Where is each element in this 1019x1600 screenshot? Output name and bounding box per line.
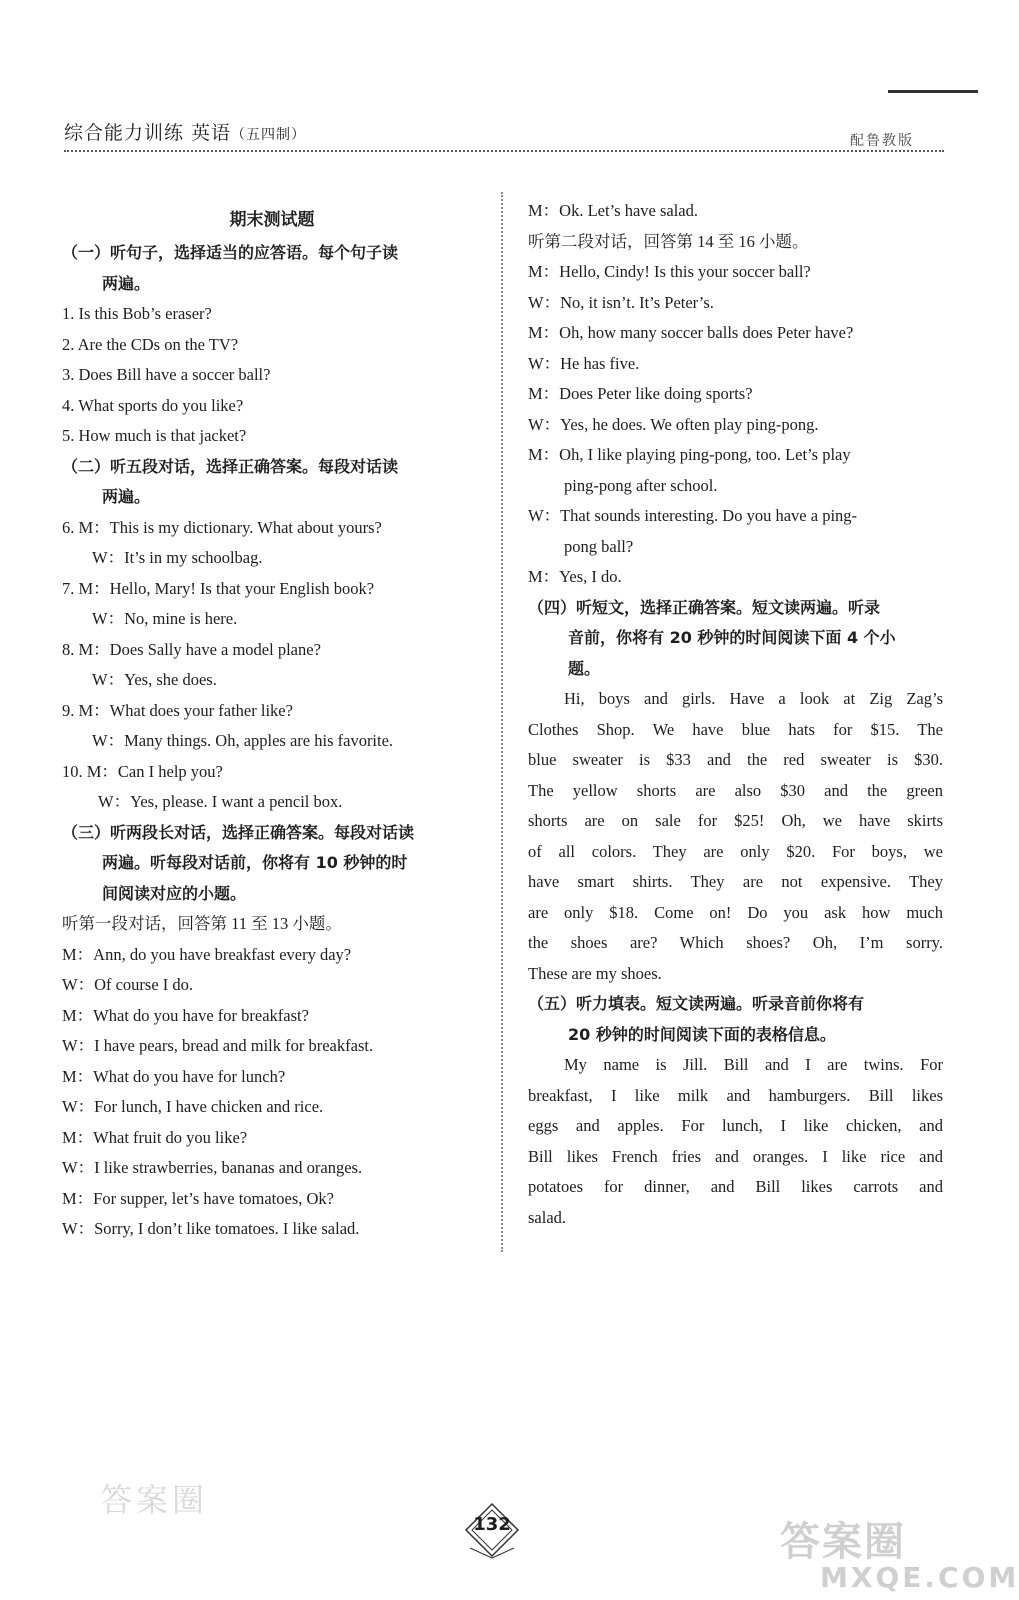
list-item: 3. Does Bill have a soccer ball? xyxy=(62,365,271,384)
page-title: 期末测试题 xyxy=(229,210,315,230)
right-column xyxy=(528,196,943,1233)
dialogue-line: W：No, mine is here. xyxy=(92,609,238,628)
dialogue-line: W：I like strawberries, bananas and oranges. xyxy=(62,1158,363,1177)
section3-heading-cont: 间阅读对应的小题。 xyxy=(102,883,247,903)
passage-line: of all colors. They are only $20. For boys, we xyxy=(528,841,943,861)
dialogue-line: pong ball? xyxy=(564,536,634,556)
dialogue-line: M：Does Peter like doing sports? xyxy=(528,384,753,403)
dialogue-line: M：Hello, Cindy! Is this your soccer ball? xyxy=(528,262,811,281)
dialogue-line: W：Yes, please. I want a pencil box. xyxy=(98,792,343,811)
dialogue-line: M：What fruit do you like? xyxy=(62,1127,248,1147)
edition-badge: 配鲁教版 xyxy=(850,133,914,149)
dialogue-line: W：For lunch, I have chicken and rice. xyxy=(62,1097,324,1116)
section5-heading-cont: 20 秒钟的时间阅读下面的表格信息。 xyxy=(568,1024,836,1044)
dialogue-line: 9. M：What does your father like? xyxy=(62,700,293,720)
section3-heading-cont: 两遍。听每段对话前，你将有 10 秒钟的时 xyxy=(102,853,408,872)
dialogue-intro: 听第二段对话，回答第 14 至 16 小题。 xyxy=(528,231,809,251)
passage-line: breakfast, I like milk and hamburgers. Bill likes xyxy=(528,1085,943,1105)
dialogue-line: 6. M：This is my dictionary. What about yours? xyxy=(62,517,382,537)
dialogue-line: M：Ann, do you have breakfast every day? xyxy=(62,944,352,964)
section2-heading: （二）听五段对话，选择正确答案。每段对话读 xyxy=(62,456,399,476)
page-number-badge xyxy=(462,1500,522,1560)
passage-line: salad. xyxy=(528,1207,567,1227)
passage-line: Bill likes French fries and oranges. I like rice and xyxy=(528,1146,943,1166)
dialogue-line: W：Yes, she does. xyxy=(92,670,217,689)
dialogue-line: ping-pong after school. xyxy=(564,475,718,495)
passage-line: potatoes for dinner, and Bill likes carrots and xyxy=(528,1177,943,1196)
dialogue-line: M：Oh, I like playing ping-pong, too. Let’s play xyxy=(528,445,851,464)
passage-line: Hi, boys and girls. Have a look at Zig Zag’s xyxy=(564,689,943,708)
dialogue-line: M：Oh, how many soccer balls does Peter have? xyxy=(528,323,854,342)
dialogue-line: 7. M：Hello, Mary! Is that your English book? xyxy=(62,578,375,598)
dialogue-line: 10. M：Can I help you? xyxy=(62,761,223,781)
list-item: 5. How much is that jacket? xyxy=(62,426,247,445)
dialogue-line: W：Yes, he does. We often play ping-pong. xyxy=(528,414,819,434)
passage-line: These are my shoes. xyxy=(528,963,662,983)
passage-line: are only $18. Come on! Do you ask how much xyxy=(528,902,943,922)
dialogue-line: W：I have pears, bread and milk for breakfast. xyxy=(62,1036,374,1055)
section2-heading-cont: 两遍。 xyxy=(102,487,151,506)
dialogue-line: W：Many things. Oh, apples are his favorite. xyxy=(92,731,394,750)
passage-line: My name is Jill. Bill and I are twins. For xyxy=(564,1055,943,1074)
logo-text: 答案圈 xyxy=(780,1519,906,1565)
list-item: 4. What sports do you like? xyxy=(62,395,244,415)
passage-line: Clothes Shop. We have blue hats for $15. The xyxy=(528,719,943,739)
header-top-rule xyxy=(888,90,978,93)
section4-heading-cont: 题。 xyxy=(568,658,601,678)
dialogue-line: M：What do you have for breakfast? xyxy=(62,1005,309,1025)
section5-heading: （五）听力填表。短文读两遍。听录音前你将有 xyxy=(528,994,865,1013)
list-item: 2. Are the CDs on the TV? xyxy=(62,334,239,354)
dialogue-line: W：It’s in my schoolbag. xyxy=(92,548,263,567)
passage-line: blue sweater is $33 and the red sweater is $30. xyxy=(528,750,943,769)
book-title-text: 综合能力训练 英语 xyxy=(64,122,232,144)
dialogue-line: W：That sounds interesting. Do you have a ping- xyxy=(528,506,858,525)
passage-line: The yellow shorts are also $30 and the green xyxy=(528,780,943,800)
dialogue-line: M：For supper, let’s have tomatoes, Ok? xyxy=(62,1188,335,1208)
passage-line: eggs and apples. For lunch, I like chicken, and xyxy=(528,1116,943,1135)
dialogue-line: M：What do you have for lunch? xyxy=(62,1066,286,1086)
list-item: 1. Is this Bob’s eraser? xyxy=(62,304,212,323)
passage-line: have smart shirts. They are not expensive. They xyxy=(528,872,943,891)
page-number: 132 xyxy=(473,1514,511,1535)
dialogue-line: W：He has five. xyxy=(528,353,640,373)
section4-heading: （四）听短文，选择正确答案。短文读两遍。听录 xyxy=(528,597,881,617)
book-title xyxy=(64,118,306,145)
passage-line: shorts are on sale for $25! Oh, we have skirts xyxy=(528,811,943,830)
header-divider xyxy=(64,150,944,152)
dialogue-intro: 听第一段对话，回答第 11 至 13 小题。 xyxy=(62,914,342,933)
dialogue-line: W：Of course I do. xyxy=(62,975,194,994)
left-column xyxy=(62,196,482,1245)
site-logo xyxy=(780,1510,1019,1594)
book-edition: （五四制） xyxy=(231,127,307,143)
dialogue-line: M：Yes, I do. xyxy=(528,567,622,586)
column-divider xyxy=(501,192,503,1252)
logo-domain: MXQE.COM xyxy=(820,1561,1019,1594)
section1-heading-cont: 两遍。 xyxy=(102,273,151,293)
section4-heading-cont: 音前，你将有 20 秒钟的时间阅读下面 4 个小 xyxy=(568,628,896,647)
passage-line: the shoes are? Which shoes? Oh, I’m sorry. xyxy=(528,933,943,952)
dialogue-line: W：No, it isn’t. It’s Peter’s. xyxy=(528,292,714,312)
section1-heading: （一）听句子，选择适当的应答语。每个句子读 xyxy=(62,243,399,262)
dialogue-line: M：Ok. Let’s have salad. xyxy=(528,201,699,220)
dialogue-line: 8. M：Does Sally have a model plane? xyxy=(62,639,321,659)
watermark: 答案圈 xyxy=(100,1481,209,1519)
dialogue-line: W：Sorry, I don’t like tomatoes. I like salad. xyxy=(62,1219,360,1238)
section3-heading: （三）听两段长对话，选择正确答案。每段对话读 xyxy=(62,822,415,842)
